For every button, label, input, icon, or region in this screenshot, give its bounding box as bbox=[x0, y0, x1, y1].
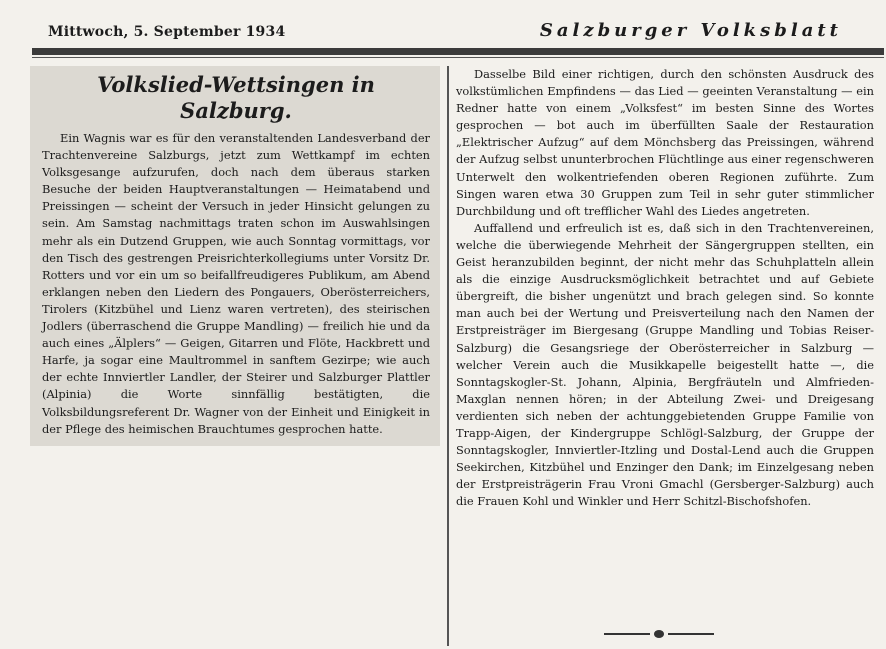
newspaper-masthead: Salzburger Volksblatt bbox=[539, 20, 842, 41]
end-ornament bbox=[604, 630, 714, 638]
article-right-column bbox=[456, 66, 880, 510]
article-headline: Volkslied-Wettsingen in Salzburg. bbox=[97, 72, 375, 123]
article-paragraph: Dasselbe Bild einer richtigen, durch den schönsten Ausdruck des volkstümlichen Empfindens — das Lied — geeinten Veranstaltung — ein Redner hatte von einem „Volksfest“ im besten Sinne des Wortes gesprochen — bot auch im überfüllten Saale der Restauration „Elektrischer Aufzug“ auf dem Mönchsberg das Preissingen, während der Aufzug selbst ununterbrochen Flüchtlinge aus einer regenschweren Unterwelt den wolkentriefenden oberen Regionen zuführte. Zum Singen waren etwa 30 Gruppen zum Teil in sehr guter stimmlicher Durchbildung und oft trefflicher Wahl des Liedes angetreten. bbox=[456, 67, 874, 218]
header-rule-thin bbox=[32, 57, 884, 58]
header-rule bbox=[32, 48, 884, 55]
article-left-column bbox=[30, 66, 440, 446]
page-header bbox=[0, 0, 886, 58]
issue-date: Mittwoch, 5. September 1934 bbox=[48, 24, 286, 40]
article-paragraph: Ein Wagnis war es für den veranstaltenden Landesverband der Trachtenvereine Salzburgs, jetzt zum Wettkampf im echten Volksgesange aufzurufen, doch nach dem überaus starken Besuche der beiden Hauptveranstaltungen — Heimatabend und Preissingen — scheint der Versuch in jeder Hinsicht gelungen zu sein. Am Samstag nachmittags traten schon im Auswahlsingen mehr als ein Dutzend Gruppen, wie auch Sonntag vormittags, vor den Tisch des gestrengen Preisrichterkollegiums unter Vorsitz Dr. Rotters und vor ein um so beifallfreudigeres Publikum, am Abend erklangen neben den Liedern des Pongauers, Oberösterreichers, Tirolers (Kitzbühel und Lienz waren vertreten), des steirischen Jodlers (überraschend die Gruppe Mandling) — freilich hie und da auch eines „Älplers“ — Geigen, Gitarren und Flöte, Hackbrett und Harfe, ja sogar eine Maultrommel in sanftem Gezirpe; wie auch der echte Innviertler Landler, der Steirer und Salzburger Plattler (Alpinia) die Worte sinnfällig bestätigten, die Volksbildungsreferent Dr. Wagner von der Einheit und Einigkeit in der Pflege des heimischen Brauchtumes gesprochen hatte. bbox=[42, 131, 430, 436]
article-paragraph: Auffallend und erfreulich ist es, daß sich in den Trachtenvereinen, welche die überwiegende Mehrheit der Sängergruppen stellten, ein Geist heranzubilden beginnt, der nicht mehr das Schuhplatteln allein als die einzige Ausdrucksmöglichkeit betrachtet und auf Gebiete übergreift, die bisher ungenützt und brach gelegen sind. So konnte man auch bei der Wertung und Preisverteilung nach den Namen der Erstpreisträger im Biergesang (Gruppe Mandling und Tobias Reiser-Salzburg) die Gesangsriege der Oberösterreicher in Salzburg — welcher Verein auch die Musikkapelle beigestellt hatte —, die Sonntagskogler-St. Johann, Alpinia, Bergfräuteln und Almfrieden-Maxglan nennen hören; in der Abteilung Zwei- und Dreigesang verdienten sich neben der achtunggebietenden Gruppe Familie von Trapp-Aigen, der Kindergruppe Schlögl-Salzburg, der Gruppe der Sonntagskogler, Innviertler-Itzling und Dostal-Lend auch die Gruppen Seekirchen, Kitzbühel und Enzinger den Dank; im Einzelgesang neben der Erstpreisträgerin Frau Vroni Gmachl (Gersberger-Salzburg) auch die Frauen Kohl und Winkler und Herr Schitzl-Bischofshofen. bbox=[456, 220, 874, 509]
column-divider bbox=[447, 66, 449, 646]
